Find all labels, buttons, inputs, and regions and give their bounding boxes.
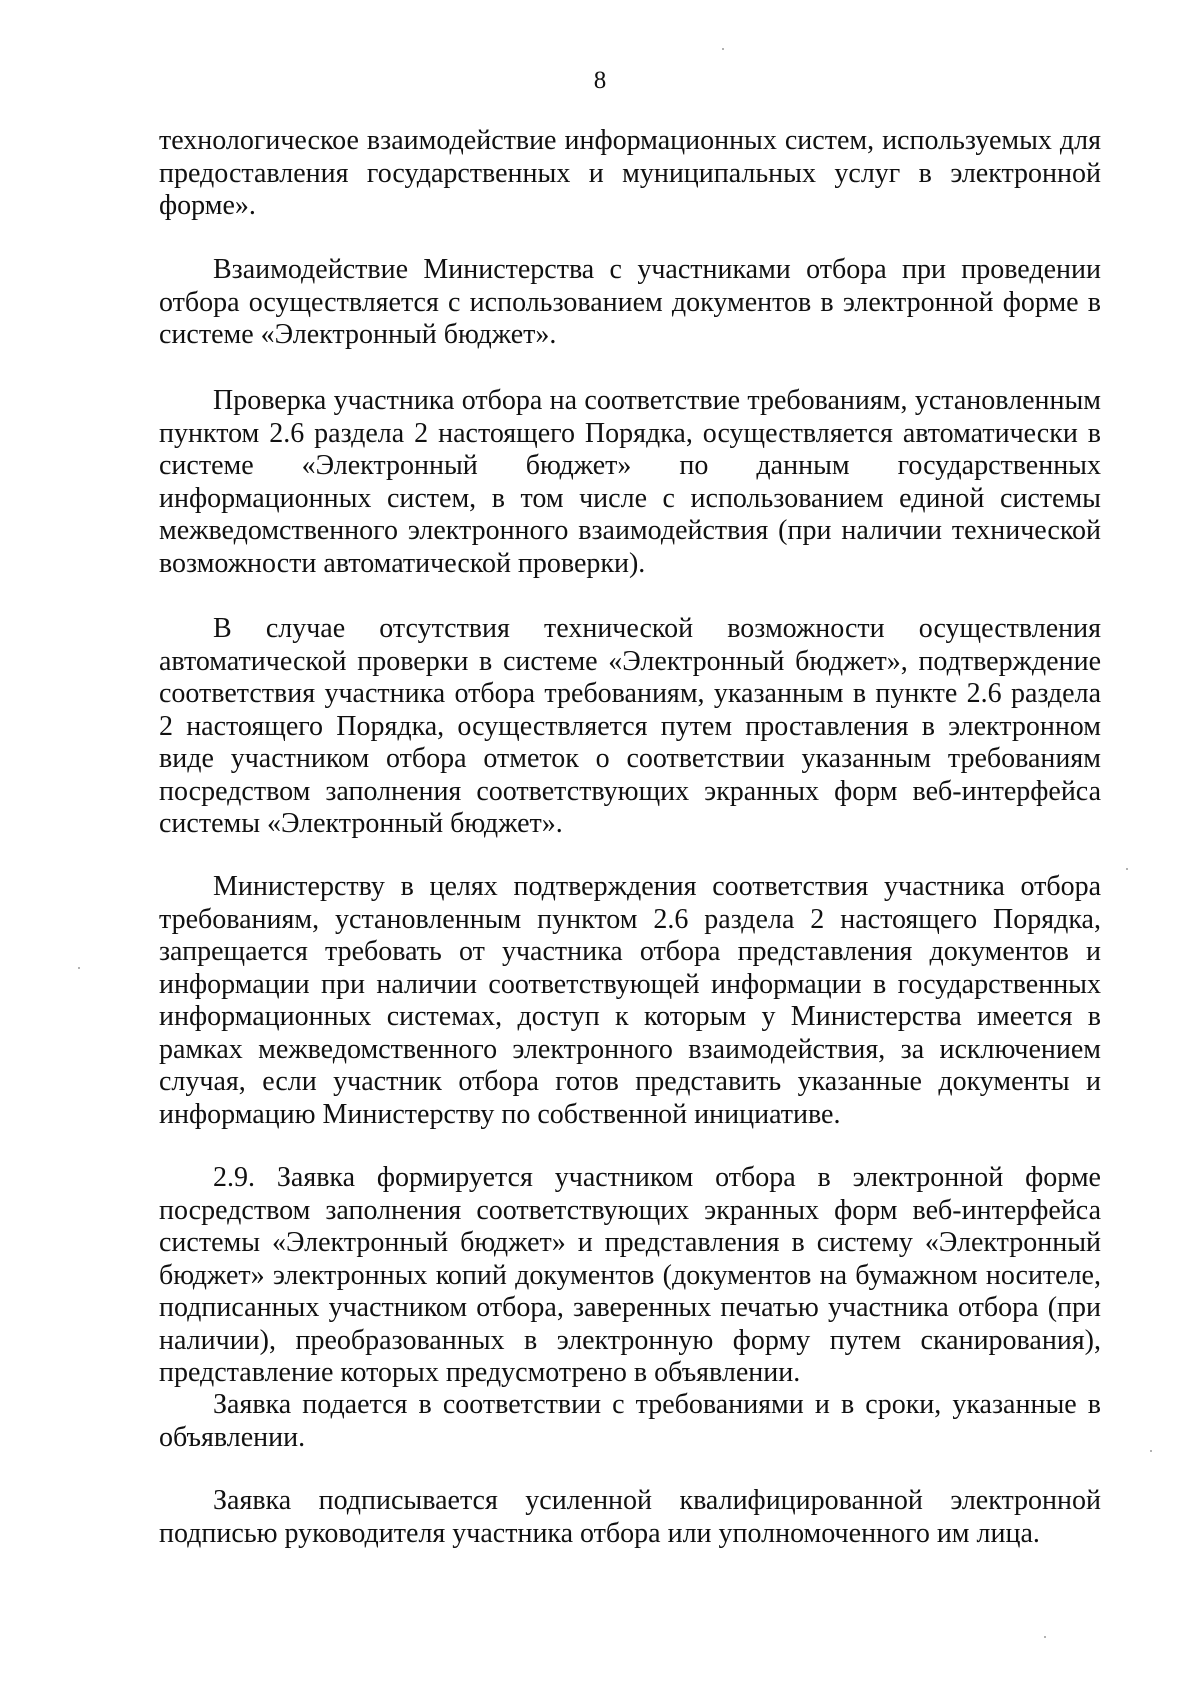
paragraph-section-2-9: 2.9. Заявка формируется участником отбора в электронной форме посредством заполнения соответствующих экранных форм веб-интерфейса системы «Электронный бюджет» и представления в систему «Электронный бюджет» электронных копий документов (документов на бумажном носителе, подписанных участником отбора, заверенных печатью участника отбора (при наличии), преобразованных в электронную форму путем сканирования), представление которых предусмотрено в объявлении. xyxy=(159,1162,1101,1388)
scan-speck xyxy=(1126,868,1128,870)
paragraph-interaction: Взаимодействие Министерства с участниками отбора при проведении отбора осуществляется с использованием документов в электронной форме в системе «Электронный бюджет». xyxy=(159,254,1101,350)
scan-speck xyxy=(78,967,80,969)
paragraph-verification: Проверка участника отбора на соответствие требованиям, установленным пунктом 2.6 раздела 2 настоящего Порядка, осуществляется автоматически в системе «Электронный бюджет» по данным государственных информационных систем, в том числе с использованием единой системы межведомственного электронного взаимодействия (при наличии технической возможности автоматической проверки). xyxy=(159,385,1101,579)
paragraph-continuation: технологическое взаимодействие информационных систем, используемых для предоставления государственных и муниципальных услуг в электронной форме». xyxy=(159,125,1101,221)
scan-speck xyxy=(1150,1450,1152,1452)
page-number: 8 xyxy=(593,67,607,94)
scan-speck xyxy=(722,48,724,50)
paragraph-ministry-restriction: Министерству в целях подтверждения соответствия участника отбора требованиям, установленным пунктом 2.6 раздела 2 настоящего Порядка, запрещается требовать от участника отбора представления документов и информации при наличии соответствующей информации в государственных информационных системах, доступ к которым у Министерства имеется в рамках межведомственного электронного взаимодействия, за исключением случая, если участник отбора готов представить указанные документы и информацию Министерству по собственной инициативе. xyxy=(159,871,1101,1130)
scan-speck xyxy=(1044,1636,1046,1638)
paragraph-submission-terms: Заявка подается в соответствии с требованиями и в сроки, указанные в объявлении. xyxy=(159,1389,1101,1453)
paragraph-no-automatic-check: В случае отсутствия технической возможности осуществления автоматической проверки в системе «Электронный бюджет», подтверждение соответствия участника отбора требованиям, указанным в пункте 2.6 раздела 2 настоящего Порядка, осуществляется путем проставления в электронном виде участником отбора отметок о соответствии указанным требованиям посредством заполнения соответствующих экранных форм веб-интерфейса системы «Электронный бюджет». xyxy=(159,613,1101,839)
paragraph-signature: Заявка подписывается усиленной квалифицированной электронной подписью руководителя участника отбора или уполномоченного им лица. xyxy=(159,1485,1101,1549)
